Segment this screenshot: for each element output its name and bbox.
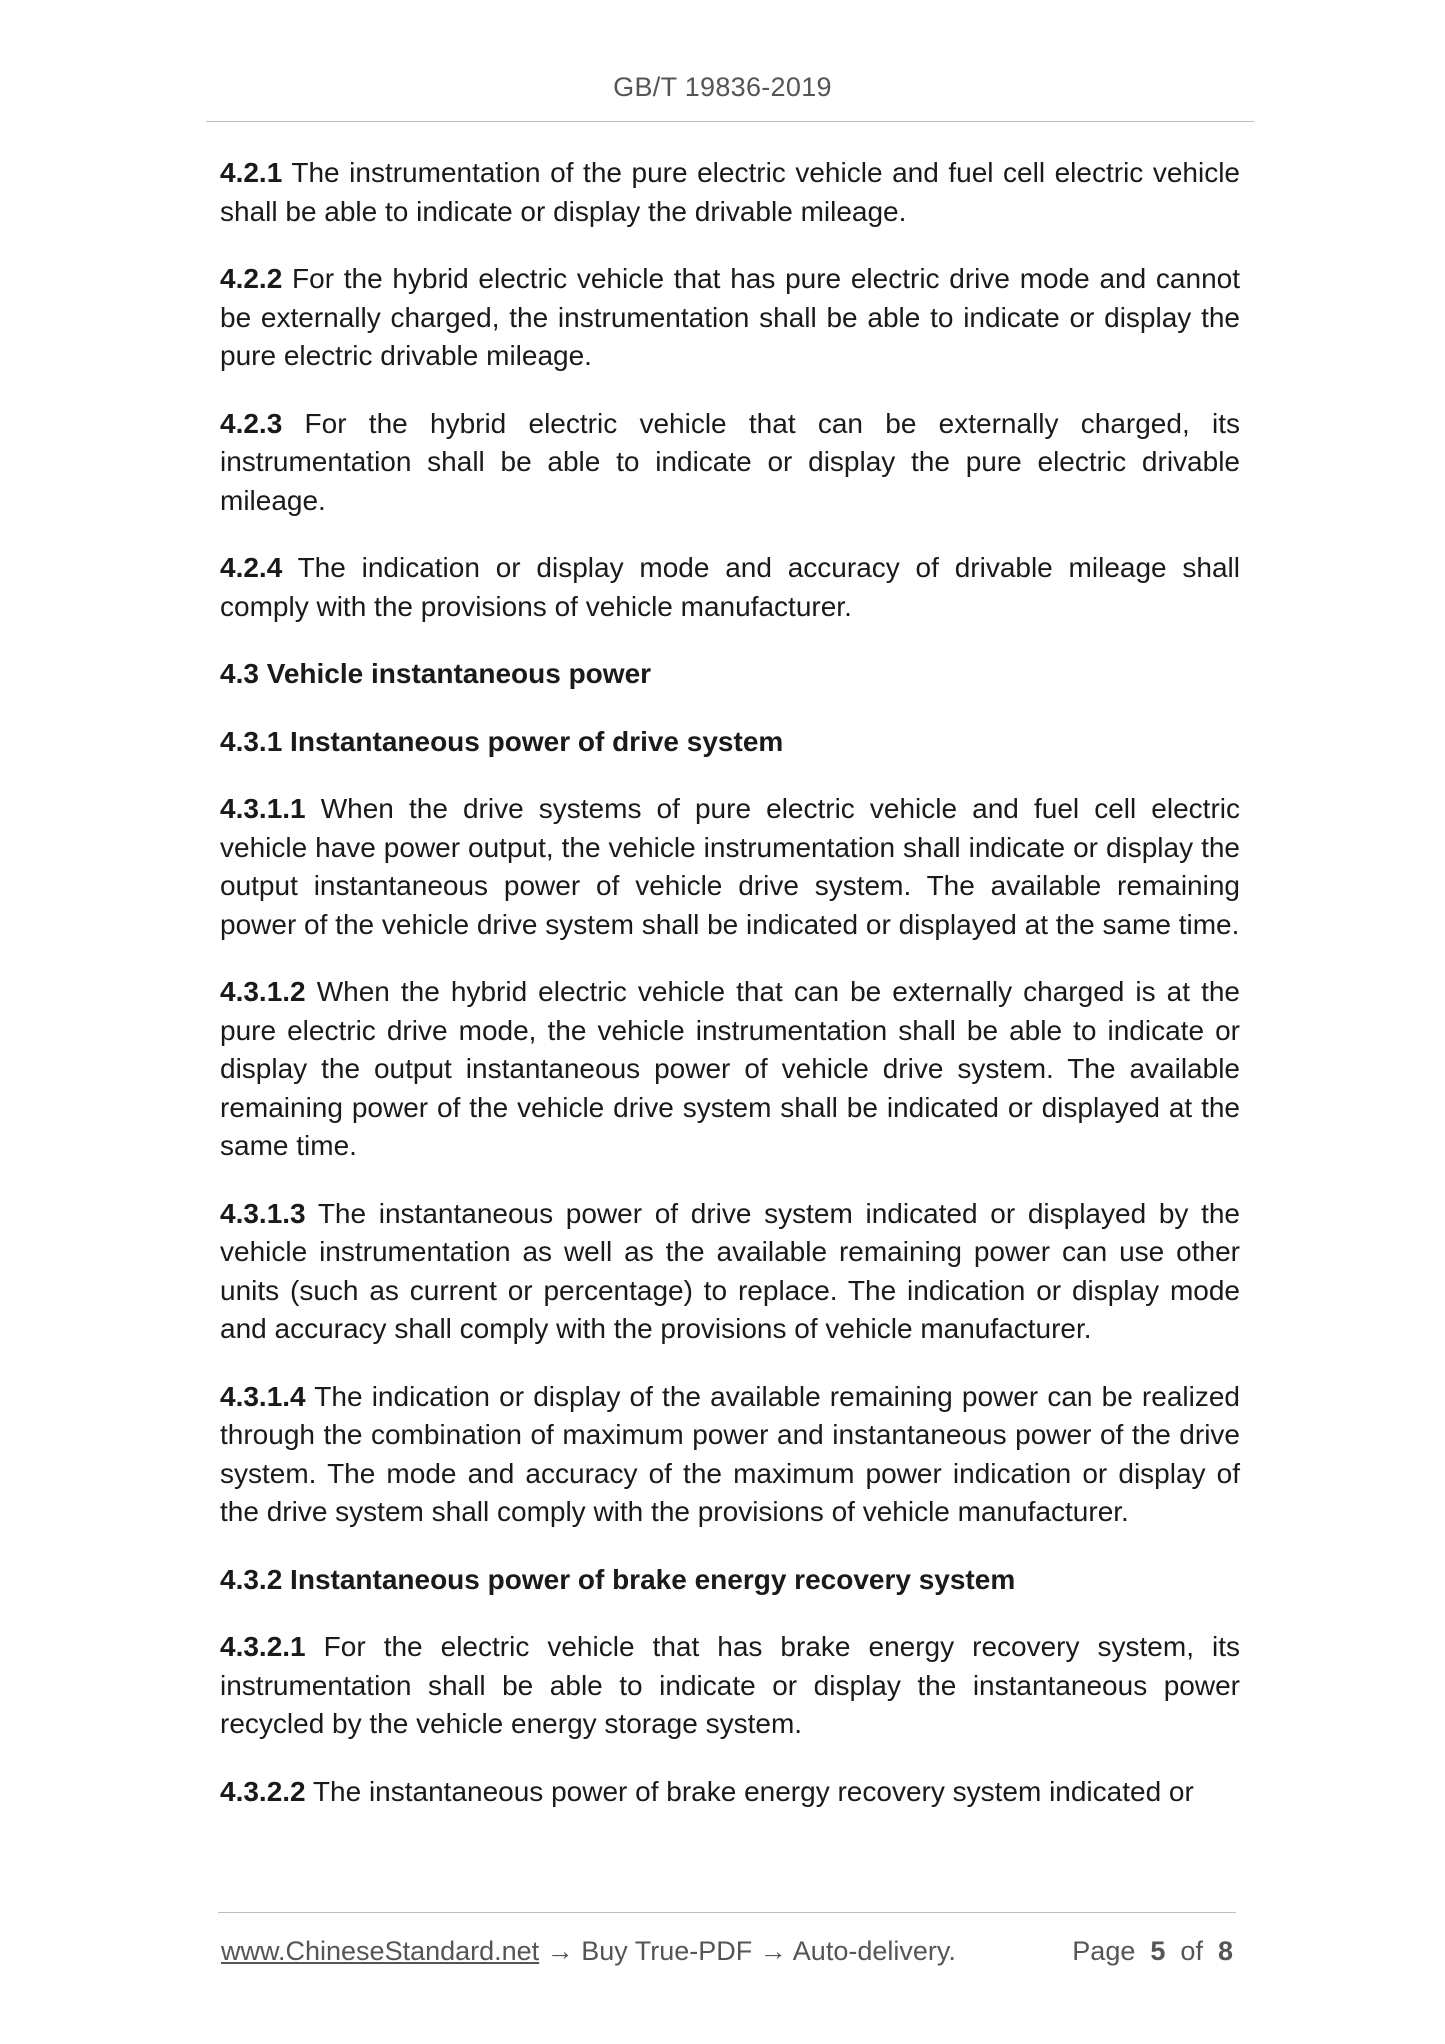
buy-pdf-text: Buy True-PDF [581, 1936, 753, 1966]
section-heading-4-3-1: 4.3.1 Instantaneous power of drive system [220, 725, 784, 757]
clause-text: For the hybrid electric vehicle that can be externally charged, its instrumentation shall be able to indicate or display the pure electric drivable mileage. [220, 407, 1240, 516]
clause-number: 4.3.1.2 [220, 976, 306, 1007]
arrow-right-icon: → [759, 1936, 787, 1966]
clause-number: 4.2.1 [220, 157, 283, 188]
clause-number: 4.3.1.1 [220, 793, 306, 824]
clause-4-2-1 [220, 154, 1240, 231]
page-footer [221, 1932, 1233, 1970]
header-divider [206, 121, 1254, 122]
clause-text: For the hybrid electric vehicle that has pure electric drive mode and cannot be externally charged, the instrumentation shall be able to indicate or display the pure electric drivable mileage. [220, 263, 1241, 371]
clause-4-2-2 [220, 260, 1240, 376]
clause-text: When the hybrid electric vehicle that can be externally charged is at the pure electric drive mode, the vehicle instrumentation shall be able to indicate or display the output instantaneous power of vehicle drive system. The available remaining power of the vehicle drive system shall be indicated or displayed at the same time. [220, 976, 1240, 1161]
clause-4-3-1-3 [220, 1195, 1240, 1349]
clause-text: The instantaneous power of drive system indicated or displayed by the vehicle instrumentation as well as the available remaining power can use other units (such as current or percentage) to replace. The indication or display mode and accuracy shall comply with the provisions of vehicle manufacturer. [220, 1197, 1241, 1344]
document-body [220, 154, 1240, 1840]
clause-number: 4.3.2.1 [220, 1631, 306, 1662]
clause-text: The instrumentation of the pure electric vehicle and fuel cell electric vehicle shall be able to indicate or display the drivable mileage. [220, 157, 1241, 227]
footer-divider [218, 1912, 1236, 1913]
clause-number: 4.3.1.4 [220, 1380, 306, 1412]
page-total: 8 [1217, 1936, 1233, 1966]
clause-4-2-4 [220, 549, 1240, 626]
clause-number: 4.2.4 [220, 552, 283, 583]
clause-text: For the electric vehicle that has brake energy recovery system, its instrumentation shall be able to indicate or display the instantaneous power recycled by the vehicle energy storage system. [220, 1631, 1241, 1739]
page-current: 5 [1150, 1936, 1166, 1966]
clause-4-2-3 [220, 405, 1240, 521]
clause-number: 4.2.3 [220, 407, 283, 439]
website-link[interactable]: www.ChineseStandard.net [221, 1936, 540, 1966]
page-header-title: GB/T 19836-2019 [613, 72, 832, 102]
clause-4-3-1-2 [220, 973, 1240, 1166]
clause-number: 4.3.2.2 [220, 1775, 306, 1807]
clause-text: The indication or display of the available remaining power can be realized through the combination of maximum power and instantaneous power of the drive system. The mode and accuracy of the maximum power indication or display of the drive system shall comply with the provisions of vehicle manufacturer. [220, 1380, 1240, 1527]
clause-4-3-2-1 [220, 1628, 1240, 1744]
clause-text: The instantaneous power of brake energy recovery system indicated or [312, 1775, 1194, 1807]
clause-number: 4.3.1.3 [220, 1197, 306, 1229]
clause-4-3-2-2 [220, 1773, 1240, 1812]
section-heading-4-3-2: 4.3.2 Instantaneous power of brake energy recovery system [220, 1563, 1016, 1595]
section-heading-4-3: 4.3 Vehicle instantaneous power [220, 658, 652, 689]
clause-number: 4.2.2 [220, 263, 283, 294]
clause-4-3-1-1 [220, 790, 1240, 944]
clause-4-3-1-4 [220, 1378, 1240, 1532]
clause-text: The indication or display mode and accuracy of drivable mileage shall comply with the provisions of vehicle manufacturer. [220, 552, 1240, 622]
page-of-label: of [1180, 1936, 1203, 1966]
arrow-right-icon: → [546, 1936, 574, 1966]
page-indicator [1072, 1932, 1233, 1970]
auto-delivery-text: Auto-delivery. [792, 1936, 956, 1966]
page-label: Page [1072, 1936, 1136, 1966]
clause-text: When the drive systems of pure electric vehicle and fuel cell electric vehicle have power output, the vehicle instrumentation shall indicate or display the output instantaneous power of vehicle drive system. The available remaining power of the vehicle drive system shall be indicated or displayed at the same time. [220, 793, 1240, 940]
